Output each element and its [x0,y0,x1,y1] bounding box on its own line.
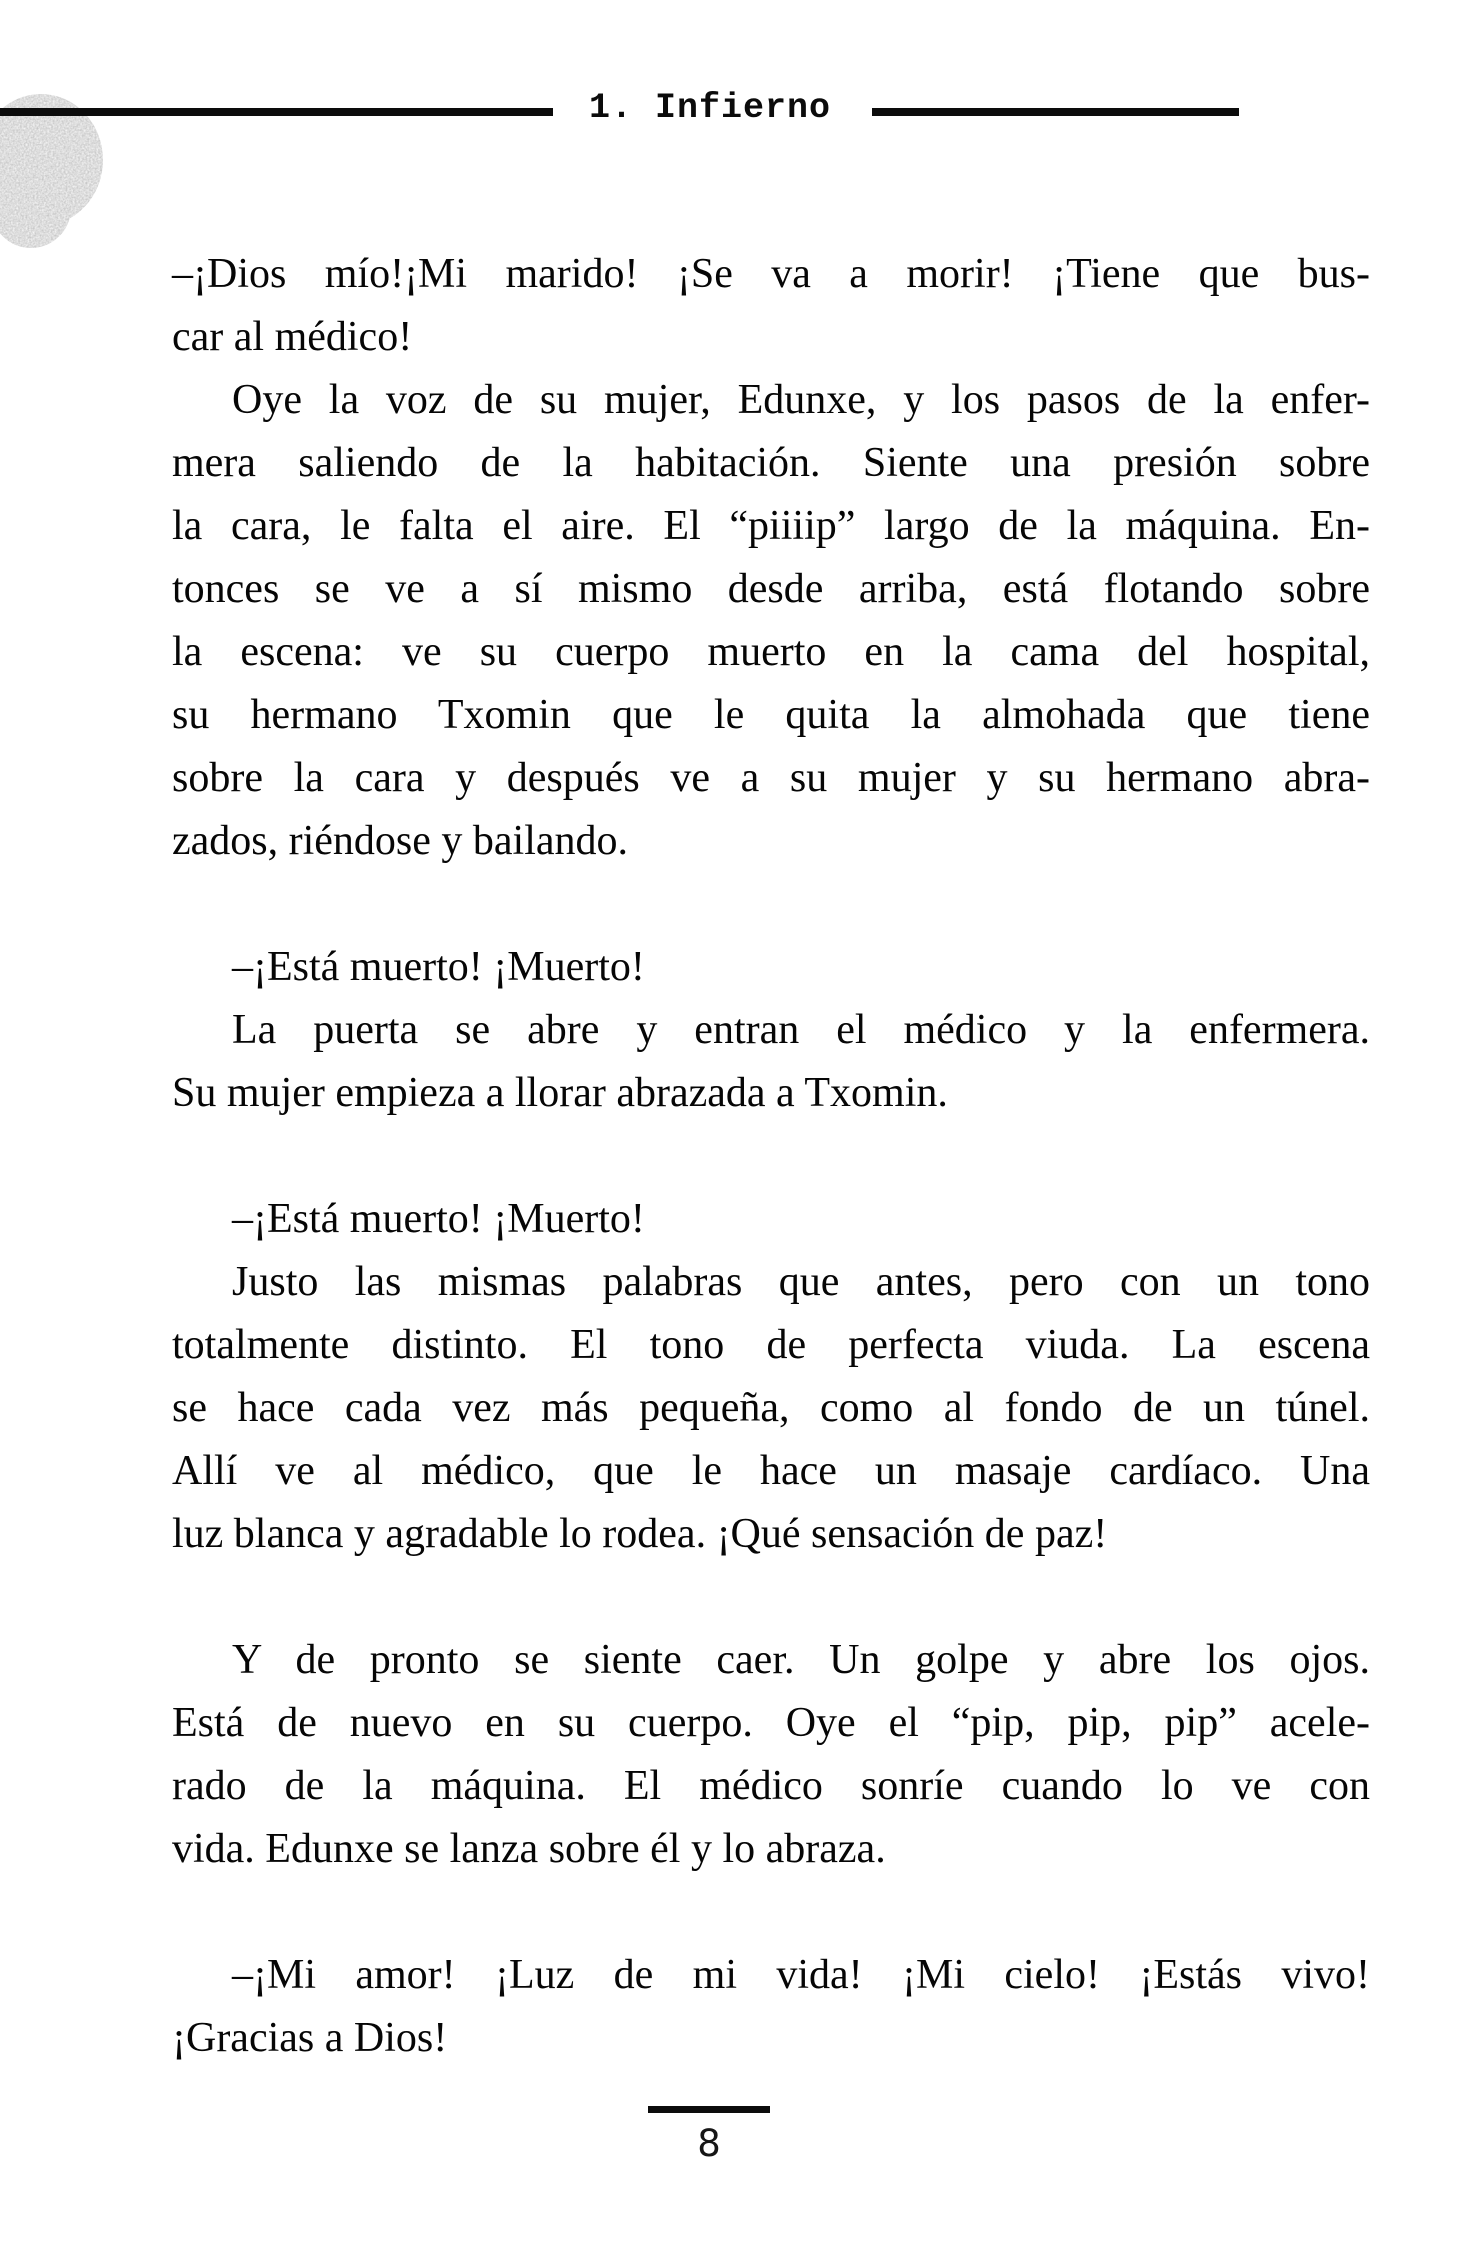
page-body-text [172,243,1370,2070]
text-line: –¡Dios mío!¡Mi marido! ¡Se va a morir! ¡Tiene que bus- [172,251,1370,297]
text-line: mera saliendo de la habitación. Siente una presión sobre [172,440,1370,486]
text-line: sobre la cara y después ve a su mujer y su hermano abra- [172,755,1370,801]
text-line: Allí ve al médico, que le hace un masaje cardíaco. Una [172,1448,1370,1494]
text-line: rado de la máquina. El médico sonríe cuando lo ve con [172,1763,1370,1809]
chapter-title: 1. Infierno [588,88,832,128]
text-line: Su mujer empieza a llorar abrazada a Txomin. [172,1070,948,1116]
text-line: tonces se ve a sí mismo desde arriba, está flotando sobre [172,566,1370,612]
header-rule-right [872,108,1239,116]
paragraph-spacer [172,1881,1370,1944]
text-line: car al médico! [172,314,413,360]
paragraph-spacer [172,873,1370,936]
text-line: luz blanca y agradable lo rodea. ¡Qué sensación de paz! [172,1511,1108,1557]
text-line: Justo las mismas palabras que antes, pero con un tono [232,1259,1370,1305]
text-line: –¡Está muerto! ¡Muerto! [232,944,645,990]
text-line: Está de nuevo en su cuerpo. Oye el “pip, pip, pip” acele- [172,1700,1370,1746]
header-rule-left [0,108,553,116]
footer-rule [648,2106,770,2113]
text-line: ¡Gracias a Dios! [172,2015,448,2061]
text-line: totalmente distinto. El tono de perfecta viuda. La escena [172,1322,1370,1368]
page-number: 8 [697,2122,721,2165]
text-line: –¡Mi amor! ¡Luz de mi vida! ¡Mi cielo! ¡Estás vivo! [232,1952,1370,1998]
text-line: zados, riéndose y bailando. [172,818,629,864]
text-line: Oye la voz de su mujer, Edunxe, y los pasos de la enfer- [232,377,1370,423]
text-line: –¡Está muerto! ¡Muerto! [232,1196,645,1242]
text-line: Y de pronto se siente caer. Un golpe y abre los ojos. [232,1637,1370,1683]
text-line: la escena: ve su cuerpo muerto en la cama del hospital, [172,629,1370,675]
paragraph-spacer [172,1125,1370,1188]
text-line: vida. Edunxe se lanza sobre él y lo abraza. [172,1826,886,1872]
text-line: La puerta se abre y entran el médico y la enfermera. [232,1007,1370,1053]
text-line: la cara, le falta el aire. El “piiiip” largo de la máquina. En- [172,503,1370,549]
text-line: su hermano Txomin que le quita la almohada que tiene [172,692,1370,738]
paragraph-spacer [172,1566,1370,1629]
text-line: se hace cada vez más pequeña, como al fondo de un túnel. [172,1385,1370,1431]
